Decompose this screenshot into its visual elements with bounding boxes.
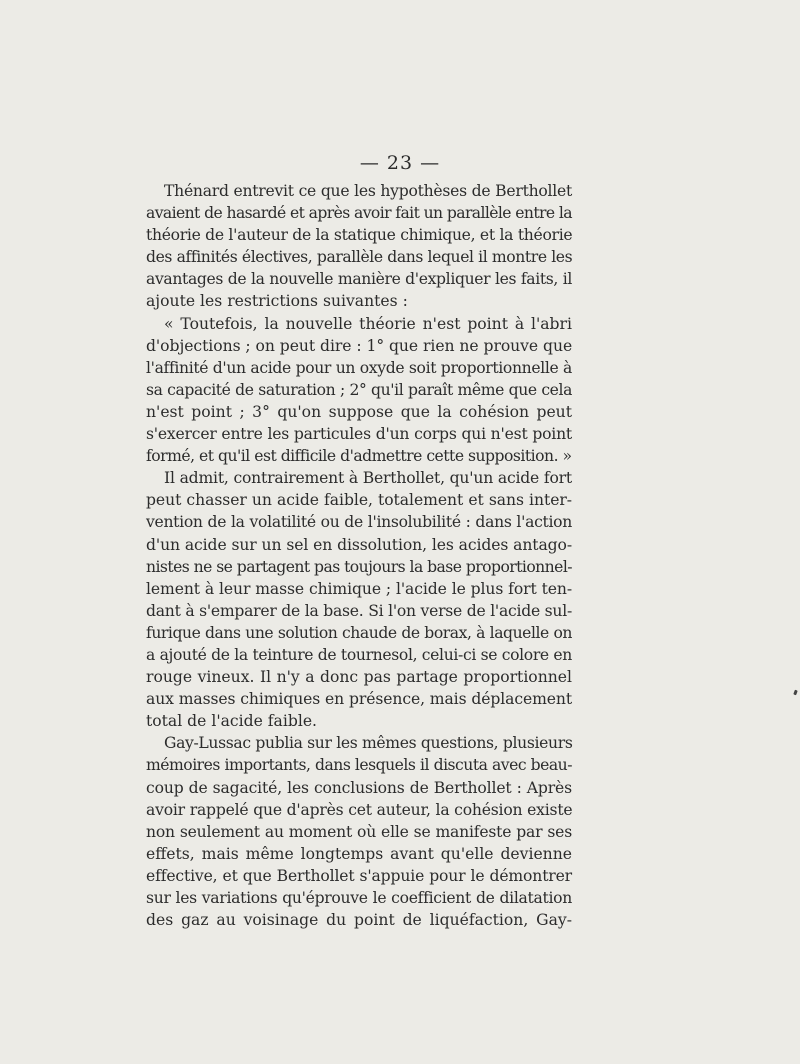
text-line: effective, et que Berthollet s'appuie pour le démontrer bbox=[146, 866, 572, 885]
text-line: lement à leur masse chimique ; l'acide le plus fort ten- bbox=[146, 579, 572, 598]
page-number: — 23 — bbox=[359, 152, 441, 174]
text-line: effets, mais même longtemps avant qu'elle devienne bbox=[146, 844, 572, 863]
paragraph bbox=[146, 180, 572, 313]
text-line: a ajouté de la teinture de tournesol, celui-ci se colore en bbox=[146, 645, 572, 664]
text-line: avantages de la nouvelle manière d'expliquer les faits, il bbox=[146, 270, 572, 289]
text-line: des affinités électives, parallèle dans lequel il montre les bbox=[146, 248, 573, 267]
text-line: sa capacité de saturation ; 2° qu'il paraît même que cela bbox=[146, 380, 572, 399]
text-line: n'est point ; 3° qu'on suppose que la cohésion peut bbox=[146, 402, 572, 421]
text-line: « Toutefois, la nouvelle théorie n'est point à l'abri bbox=[164, 314, 572, 333]
text-line: peut chasser un acide faible, totalement et sans inter- bbox=[146, 491, 572, 510]
text-line: coup de sagacité, les conclusions de Berthollet : Après bbox=[146, 778, 572, 797]
text-line: rouge vineux. Il n'y a donc pas partage proportionnel bbox=[146, 668, 572, 687]
body-text bbox=[146, 180, 572, 931]
text-line: dant à s'emparer de la base. Si l'on verse de l'acide sul- bbox=[146, 601, 572, 620]
text-line: Thénard entrevit ce que les hypothèses de Berthollet bbox=[164, 182, 572, 200]
text-line: furique dans une solution chaude de borax, à laquelle on bbox=[146, 623, 572, 642]
text-line: théorie de l'auteur de la statique chimique, et la théorie bbox=[146, 226, 573, 245]
text-line: des gaz au voisinage du point de liquéfaction, Gay- bbox=[146, 911, 572, 930]
text-line: avaient de hasardé et après avoir fait un parallèle entre la bbox=[146, 204, 572, 223]
text-line: avoir rappelé que d'après cet auteur, la cohésion existe bbox=[146, 800, 573, 819]
text-line: s'exercer entre les particules d'un corps qui n'est point bbox=[146, 425, 572, 444]
paragraph bbox=[146, 732, 572, 931]
ink-speck bbox=[793, 690, 798, 696]
text-line: Gay-Lussac publia sur les mêmes questions, plusieurs bbox=[164, 734, 573, 753]
text-line: nistes ne se partagent pas toujours la base proportionnel- bbox=[146, 557, 572, 576]
text-line: mémoires importants, dans lesquels il discuta avec beau- bbox=[146, 756, 572, 775]
paragraph bbox=[146, 467, 572, 732]
paragraph bbox=[146, 313, 572, 468]
text-line: sur les variations qu'éprouve le coefficient de dilatation bbox=[146, 889, 572, 907]
text-line: d'objections ; on peut dire : 1° que rien ne prouve que bbox=[146, 336, 573, 355]
text-line: ajoute les restrictions suivantes : bbox=[146, 292, 408, 311]
text-line: aux masses chimiques en présence, mais déplacement bbox=[146, 690, 572, 709]
text-line: Il admit, contrairement à Berthollet, qu'un acide fort bbox=[164, 469, 572, 488]
text-line: non seulement au moment où elle se manifeste par ses bbox=[146, 822, 572, 841]
text-line: vention de la volatilité ou de l'insolubilité : dans l'action bbox=[146, 513, 572, 532]
text-line: total de l'acide faible. bbox=[146, 712, 317, 731]
text-line: d'un acide sur un sel en dissolution, les acides antago- bbox=[146, 535, 572, 554]
text-line: formé, et qu'il est difficile d'admettre cette supposition. » bbox=[146, 447, 572, 466]
text-line: l'affinité d'un acide pour un oxyde soit proportionnelle à bbox=[146, 358, 572, 377]
